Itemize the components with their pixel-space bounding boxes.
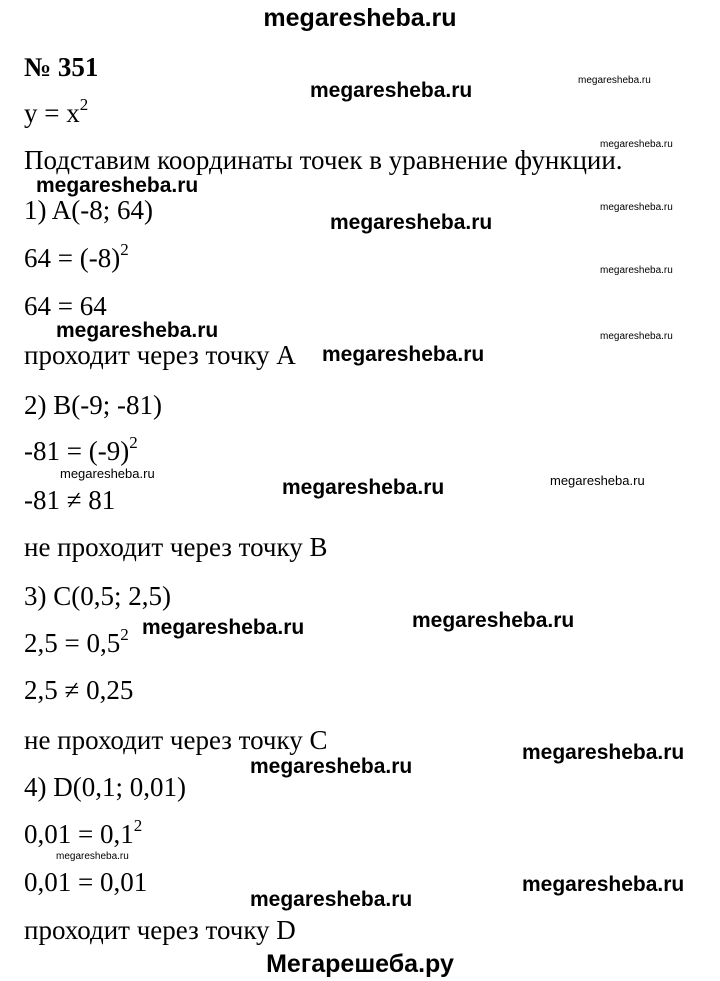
equation-c: $2,5 = 0,5^2$ (24, 625, 129, 658)
point-b: 2) B(-9; -81) (24, 390, 162, 420)
intro-text: Подставим координаты точек в уравнение функции. (24, 145, 623, 175)
equation-b: $-81 = (-9)^2$ (24, 433, 138, 466)
point-d: 4) D(0,1; 0,01) (24, 772, 186, 802)
conclusion-a: проходит через точку А (24, 340, 296, 370)
check-d: 0,01 = 0,01 (24, 867, 148, 897)
watermark: megaresheba.ru (282, 476, 445, 499)
function-equation: $y = x^2$ (24, 95, 89, 128)
check-c: 2,5 ≠ 0,25 (24, 675, 134, 705)
watermark: megaresheba.ru (250, 755, 413, 778)
conclusion-b: не проходит через точку B (24, 532, 328, 562)
watermark: megaresheba.ru (600, 139, 673, 150)
problem-number: № 351 (24, 52, 99, 82)
watermark: megaresheba.ru (600, 331, 673, 342)
site-footer[interactable]: Мегарешеба.ру (266, 950, 454, 978)
watermark: megaresheba.ru (550, 473, 645, 488)
point-c: 3) C(0,5; 2,5) (24, 581, 171, 611)
watermark: megaresheba.ru (600, 202, 673, 213)
point-a: 1) A(-8; 64) (24, 195, 153, 225)
watermark: megaresheba.ru (600, 265, 673, 276)
watermark: megaresheba.ru (36, 174, 199, 197)
watermark: megaresheba.ru (330, 211, 493, 234)
watermark: megaresheba.ru (60, 466, 155, 481)
watermark: megaresheba.ru (578, 75, 651, 86)
watermark: megaresheba.ru (522, 873, 685, 896)
site-header[interactable]: megaresheba.ru (263, 4, 457, 32)
conclusion-c: не проходит через точку C (24, 725, 328, 755)
watermark: megaresheba.ru (56, 319, 219, 342)
watermark: megaresheba.ru (56, 851, 129, 862)
conclusion-d: проходит через точку D (24, 915, 296, 945)
equation-d: $0,01 = 0,1^2$ (24, 816, 143, 849)
watermark: megaresheba.ru (322, 343, 485, 366)
watermark: megaresheba.ru (522, 741, 685, 764)
equation-a: $64 = (-8)^2$ (24, 240, 129, 273)
check-b: -81 ≠ 81 (24, 485, 116, 515)
watermark: megaresheba.ru (250, 888, 413, 911)
check-a: 64 = 64 (24, 291, 107, 321)
watermark: megaresheba.ru (412, 609, 575, 632)
watermark: megaresheba.ru (310, 79, 473, 102)
watermark: megaresheba.ru (142, 616, 305, 639)
